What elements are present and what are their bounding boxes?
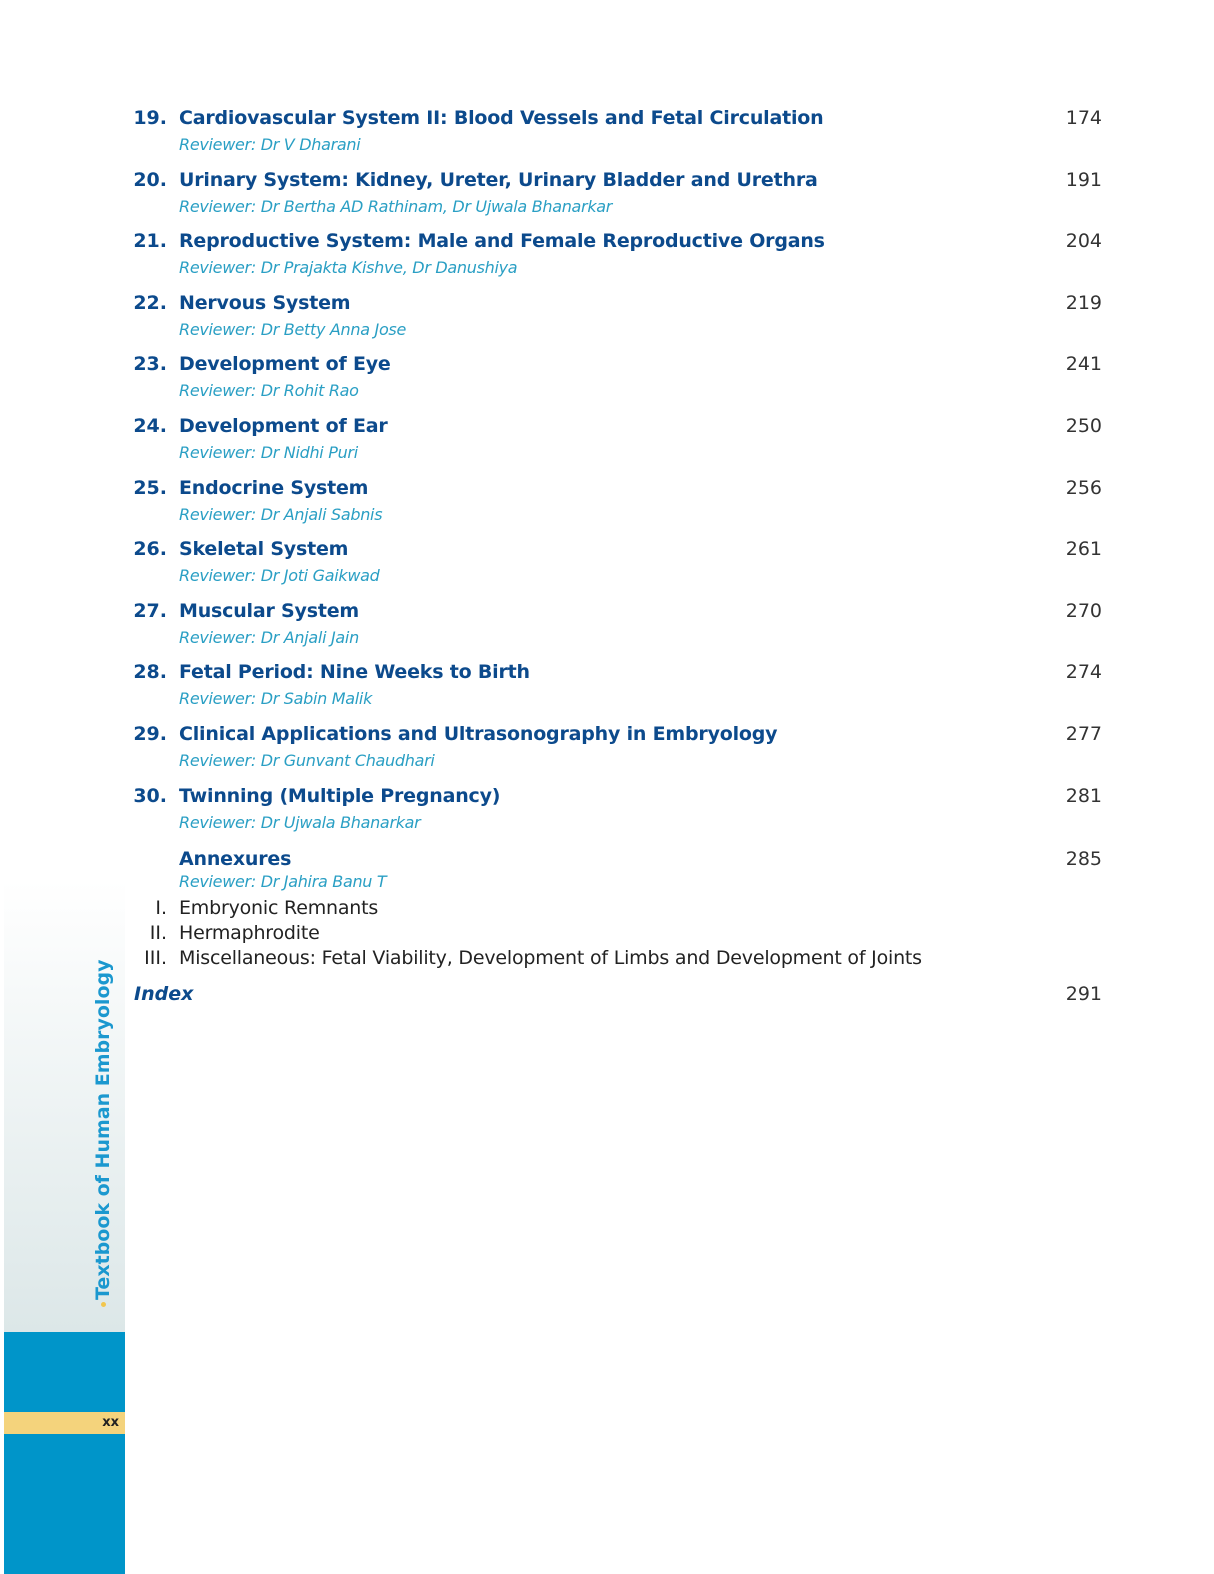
chapter-page: 270 — [1065, 599, 1102, 622]
chapter-number: 25. — [133, 476, 167, 499]
chapter-number: 22. — [133, 291, 167, 314]
chapter-reviewer: Reviewer: Dr Gunvant Chaudhari — [179, 750, 435, 770]
chapter-title[interactable]: Skeletal System — [179, 538, 349, 561]
chapter-page: 277 — [1065, 722, 1102, 745]
chapter-number: 23. — [133, 353, 167, 376]
sidebar-blue-block-bottom — [4, 1434, 125, 1574]
toc-entry — [0, 538, 1214, 600]
chapter-number: 26. — [133, 538, 167, 561]
sidebar-blue-block — [4, 1332, 125, 1412]
chapter-reviewer: Reviewer: Dr Prajakta Kishve, Dr Danushiya — [179, 258, 518, 278]
chapter-page: 256 — [1065, 476, 1102, 499]
bullet-dot-icon — [101, 1302, 106, 1307]
chapter-reviewer: Reviewer: Dr V Dharani — [179, 135, 361, 154]
table-of-contents — [0, 107, 1214, 846]
chapter-number: 30. — [133, 784, 167, 807]
annex-item-title[interactable]: Miscellaneous: Fetal Viability, Development of Limbs and Development of Joints — [179, 947, 922, 969]
chapter-reviewer: Reviewer: Dr Bertha AD Rathinam, Dr Ujwala Bhanarkar — [179, 196, 613, 216]
chapter-title[interactable]: Twinning (Multiple Pregnancy) — [179, 784, 501, 807]
chapter-title[interactable]: Clinical Applications and Ultrasonography in Embryology — [179, 722, 778, 745]
chapter-title[interactable]: Cardiovascular System II: Blood Vessels and Fetal Circulation — [179, 107, 824, 129]
chapter-page: 191 — [1065, 168, 1102, 191]
chapter-page: 174 — [1065, 107, 1102, 129]
chapter-reviewer: Reviewer: Dr Anjali Jain — [179, 627, 359, 647]
chapter-number: 24. — [133, 414, 167, 437]
chapter-title[interactable]: Urinary System: Kidney, Ureter, Urinary Bladder and Urethra — [179, 168, 818, 191]
annex-item-number: II. — [149, 922, 167, 944]
chapter-title[interactable]: Fetal Period: Nine Weeks to Birth — [179, 661, 530, 684]
chapter-number: 20. — [133, 168, 167, 191]
toc-entry — [0, 785, 1214, 847]
chapter-number: 19. — [133, 107, 167, 129]
chapter-title[interactable]: Muscular System — [179, 599, 359, 622]
chapter-number: 28. — [133, 661, 167, 684]
toc-entry — [0, 661, 1214, 723]
toc-entry — [0, 600, 1214, 662]
annexures-page: 285 — [1065, 848, 1102, 870]
chapter-title[interactable]: Development of Ear — [179, 414, 388, 437]
running-book-title: Textbook of Human Embryology — [92, 959, 114, 1300]
chapter-page: 241 — [1065, 353, 1102, 376]
toc-entry — [0, 292, 1214, 354]
toc-entry — [0, 230, 1214, 292]
index-title[interactable]: Index — [134, 983, 194, 1005]
toc-entry — [0, 723, 1214, 785]
index-page: 291 — [1065, 983, 1102, 1005]
chapter-page: 261 — [1065, 538, 1102, 561]
annexures-reviewer: Reviewer: Dr Jahira Banu T — [179, 872, 387, 891]
toc-entry — [0, 169, 1214, 231]
chapter-title[interactable]: Endocrine System — [179, 476, 369, 499]
chapter-page: 219 — [1065, 291, 1102, 314]
chapter-page: 250 — [1065, 414, 1102, 437]
chapter-page: 204 — [1065, 230, 1102, 253]
annex-item-number: III. — [144, 947, 167, 969]
chapter-number: 27. — [133, 599, 167, 622]
toc-entry — [0, 107, 1214, 169]
chapter-page: 281 — [1065, 784, 1102, 807]
chapter-reviewer: Reviewer: Dr Sabin Malik — [179, 689, 373, 709]
annexures-title[interactable]: Annexures — [179, 848, 292, 870]
chapter-reviewer: Reviewer: Dr Nidhi Puri — [179, 442, 358, 462]
annex-item-title[interactable]: Hermaphrodite — [179, 922, 320, 944]
chapter-title[interactable]: Development of Eye — [179, 353, 391, 376]
chapter-number: 29. — [133, 722, 167, 745]
toc-entry — [0, 415, 1214, 477]
toc-entry — [0, 477, 1214, 539]
annex-item-title[interactable]: Embryonic Remnants — [179, 897, 379, 919]
chapter-reviewer: Reviewer: Dr Rohit Rao — [179, 381, 359, 401]
chapter-title[interactable]: Nervous System — [179, 291, 351, 314]
chapter-title[interactable]: Reproductive System: Male and Female Reproductive Organs — [179, 230, 825, 253]
toc-entry — [0, 353, 1214, 415]
chapter-page: 274 — [1065, 661, 1102, 684]
page-number: xx — [102, 1415, 119, 1430]
chapter-reviewer: Reviewer: Dr Betty Anna Jose — [179, 319, 407, 339]
chapter-number: 21. — [133, 230, 167, 253]
chapter-reviewer: Reviewer: Dr Joti Gaikwad — [179, 566, 380, 586]
annex-item-number: I. — [155, 897, 167, 919]
chapter-reviewer: Reviewer: Dr Ujwala Bhanarkar — [179, 812, 421, 832]
chapter-reviewer: Reviewer: Dr Anjali Sabnis — [179, 504, 383, 524]
